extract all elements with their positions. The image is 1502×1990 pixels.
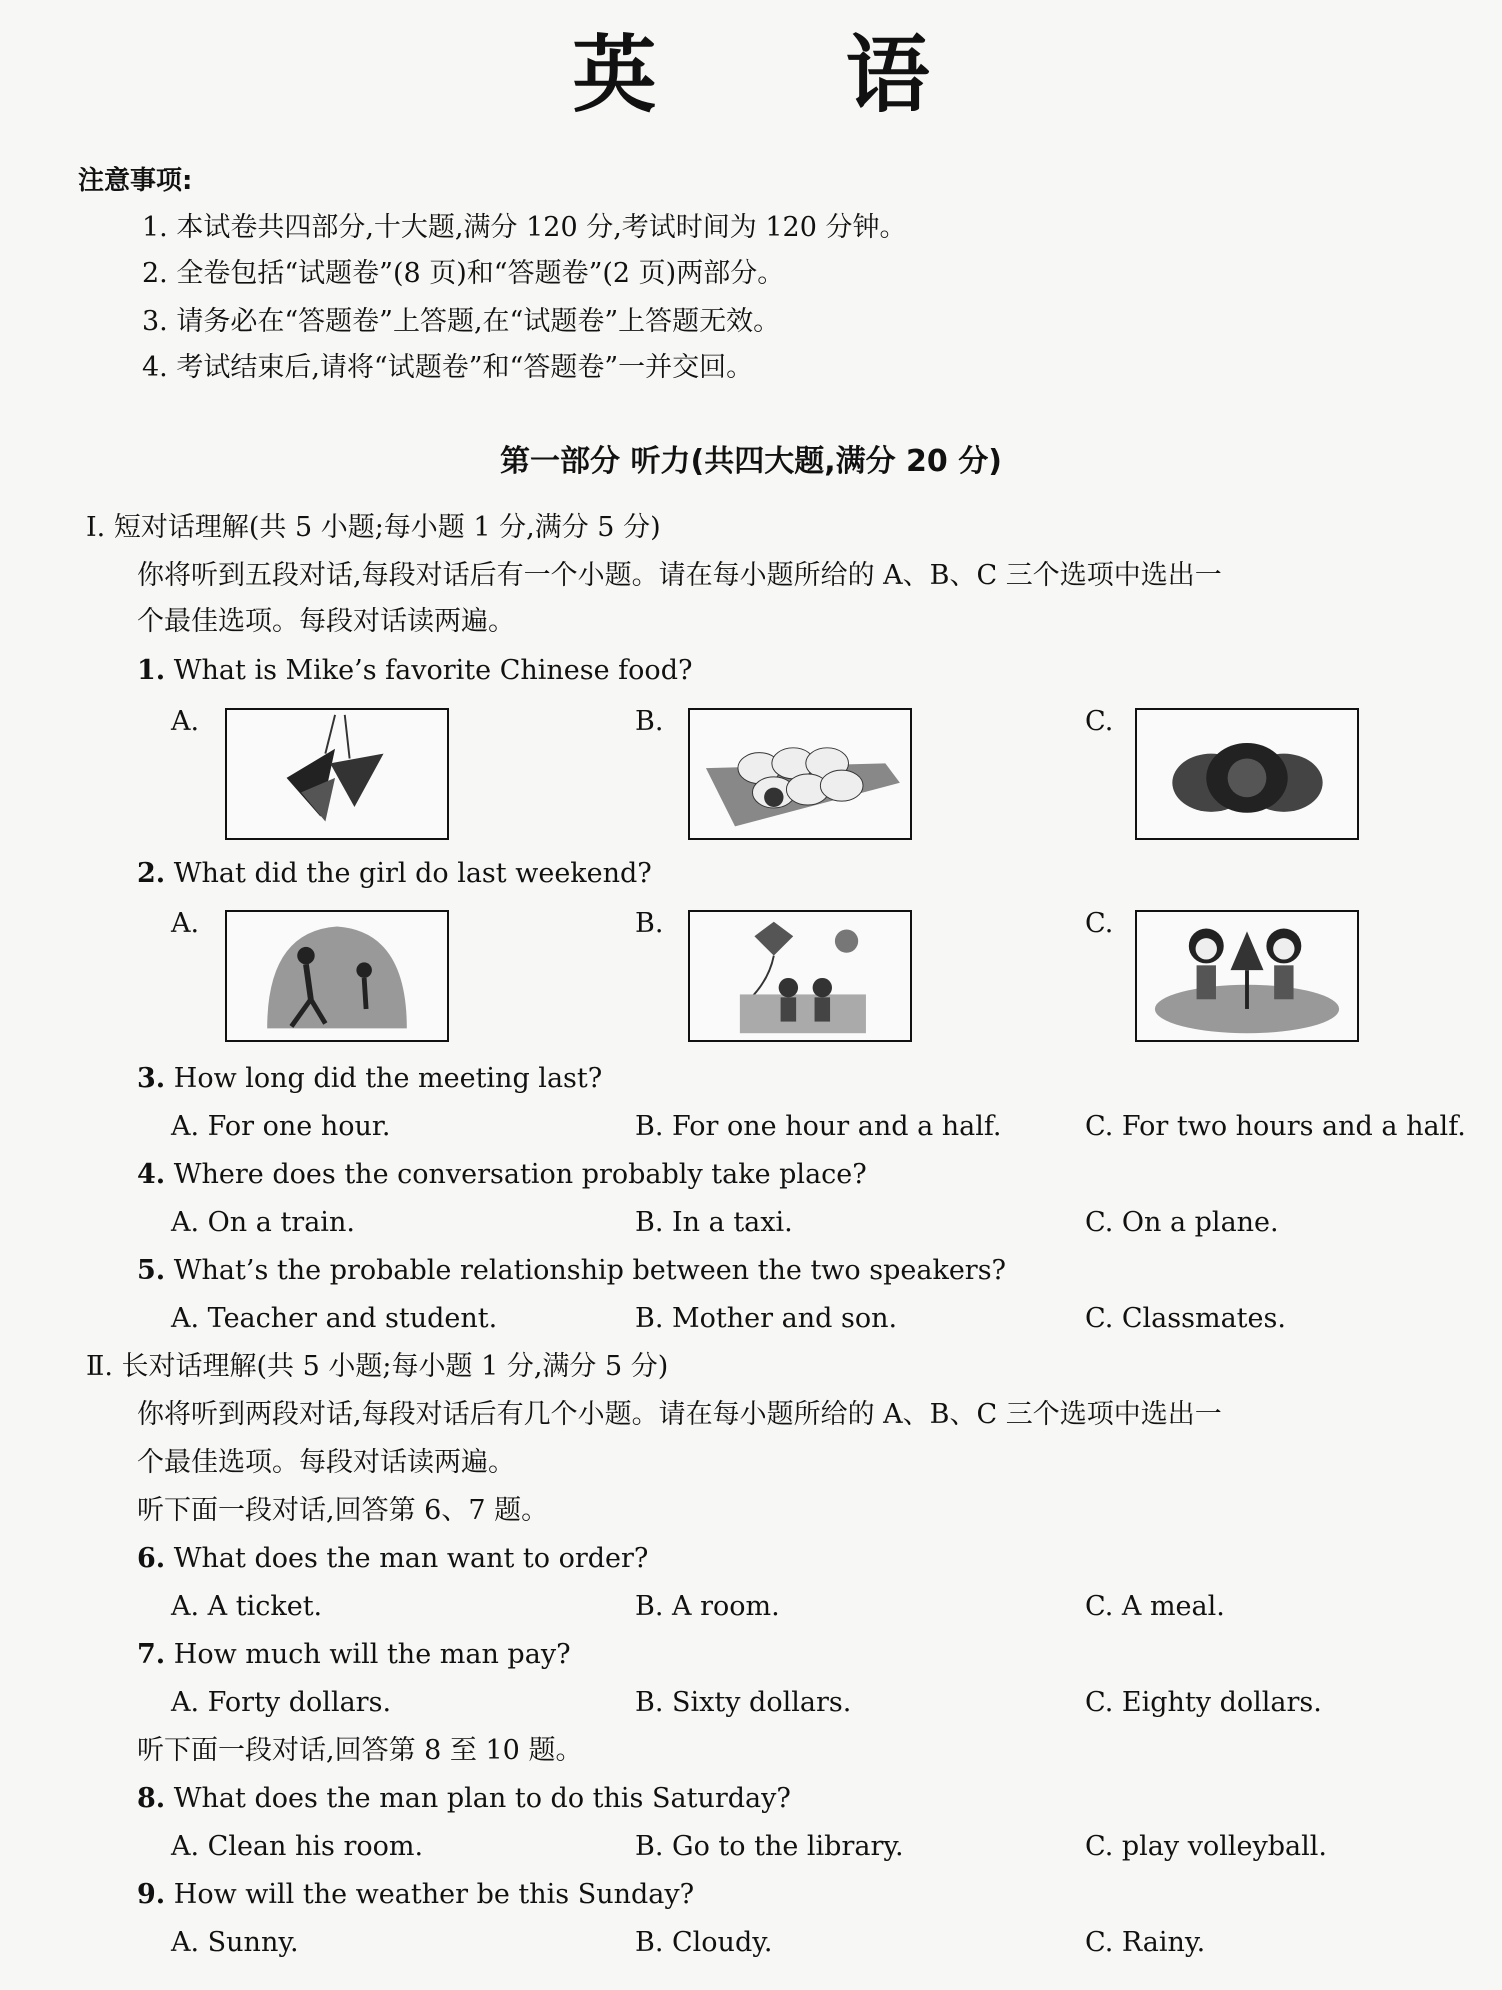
- option-b-label: B.: [635, 706, 664, 737]
- option-a: A. Teacher and student.: [171, 1303, 498, 1334]
- option-c: C. play volleyball.: [1085, 1831, 1327, 1862]
- dancing-icon: [225, 910, 449, 1042]
- option-c: C. On a plane.: [1085, 1207, 1279, 1238]
- option-b: B. Sixty dollars.: [635, 1687, 852, 1718]
- option-b: B. A room.: [635, 1591, 780, 1622]
- option-a: A. On a train.: [171, 1207, 355, 1238]
- option-a: A. Forty dollars.: [171, 1687, 392, 1718]
- flying-kite-icon: [688, 910, 912, 1042]
- dialogue-group-label: 听下面一段对话,回答第 6、7 题。: [137, 1495, 549, 1526]
- mooncakes-icon: [1135, 708, 1359, 840]
- question-3: 3. How long did the meeting last?: [137, 1063, 603, 1094]
- option-c-label: C.: [1085, 706, 1114, 737]
- option-b: B. Mother and son.: [635, 1303, 898, 1334]
- page-title: 英 语: [572, 26, 1010, 124]
- zongzi-icon: [225, 708, 449, 840]
- option-c: C. A meal.: [1085, 1591, 1225, 1622]
- dumplings-icon: [688, 708, 912, 840]
- option-a: A. Sunny.: [171, 1927, 299, 1958]
- note-item: 2. 全卷包括“试题卷”(8 页)和“答题卷”(2 页)两部分。: [142, 258, 785, 289]
- question-2: 2. What did the girl do last weekend?: [137, 858, 652, 889]
- option-c-label: C.: [1085, 908, 1114, 939]
- option-c: C. Rainy.: [1085, 1927, 1206, 1958]
- dialogue-group-label: 听下面一段对话,回答第 8 至 10 题。: [137, 1735, 583, 1766]
- planting-tree-icon: [1135, 910, 1359, 1042]
- section-one-instructions: 个最佳选项。每段对话读两遍。: [137, 606, 515, 637]
- option-b: B. For one hour and a half.: [635, 1111, 1002, 1142]
- option-b: B. Go to the library.: [635, 1831, 904, 1862]
- option-a: A. Clean his room.: [171, 1831, 424, 1862]
- option-c: C. Eighty dollars.: [1085, 1687, 1322, 1718]
- option-a-label: A.: [171, 908, 200, 939]
- section-two-heading: Ⅱ. 长对话理解(共 5 小题;每小题 1 分,满分 5 分): [86, 1351, 669, 1382]
- option-b-label: B.: [635, 908, 664, 939]
- question-7: 7. How much will the man pay?: [137, 1639, 571, 1670]
- note-item: 3. 请务必在“答题卷”上答题,在“试题卷”上答题无效。: [142, 306, 781, 337]
- option-a-label: A.: [171, 706, 200, 737]
- notes-heading: 注意事项:: [78, 166, 193, 196]
- option-a: A. For one hour.: [171, 1111, 391, 1142]
- question-6: 6. What does the man want to order?: [137, 1543, 649, 1574]
- question-4: 4. Where does the conversation probably take place?: [137, 1159, 867, 1190]
- option-b: B. Cloudy.: [635, 1927, 773, 1958]
- section-one-heading: Ⅰ. 短对话理解(共 5 小题;每小题 1 分,满分 5 分): [86, 512, 661, 543]
- question-1: 1. What is Mike’s favorite Chinese food?: [137, 655, 693, 686]
- part-one-title: 第一部分 听力(共四大题,满分 20 分): [500, 444, 1002, 479]
- question-8: 8. What does the man plan to do this Saturday?: [137, 1783, 791, 1814]
- question-5: 5. What’s the probable relationship between the two speakers?: [137, 1255, 1007, 1286]
- question-9: 9. How will the weather be this Sunday?: [137, 1879, 695, 1910]
- option-a: A. A ticket.: [171, 1591, 323, 1622]
- note-item: 1. 本试卷共四部分,十大题,满分 120 分,考试时间为 120 分钟。: [142, 212, 907, 243]
- section-one-instructions: 你将听到五段对话,每段对话后有一个小题。请在每小题所给的 A、B、C 三个选项中选出一: [137, 560, 1222, 591]
- option-b: B. In a taxi.: [635, 1207, 793, 1238]
- option-c: C. For two hours and a half.: [1085, 1111, 1466, 1142]
- section-two-instructions: 个最佳选项。每段对话读两遍。: [137, 1447, 515, 1478]
- section-two-instructions: 你将听到两段对话,每段对话后有几个小题。请在每小题所给的 A、B、C 三个选项中选出一: [137, 1399, 1222, 1430]
- option-c: C. Classmates.: [1085, 1303, 1286, 1334]
- note-item: 4. 考试结束后,请将“试题卷”和“答题卷”一并交回。: [142, 352, 754, 383]
